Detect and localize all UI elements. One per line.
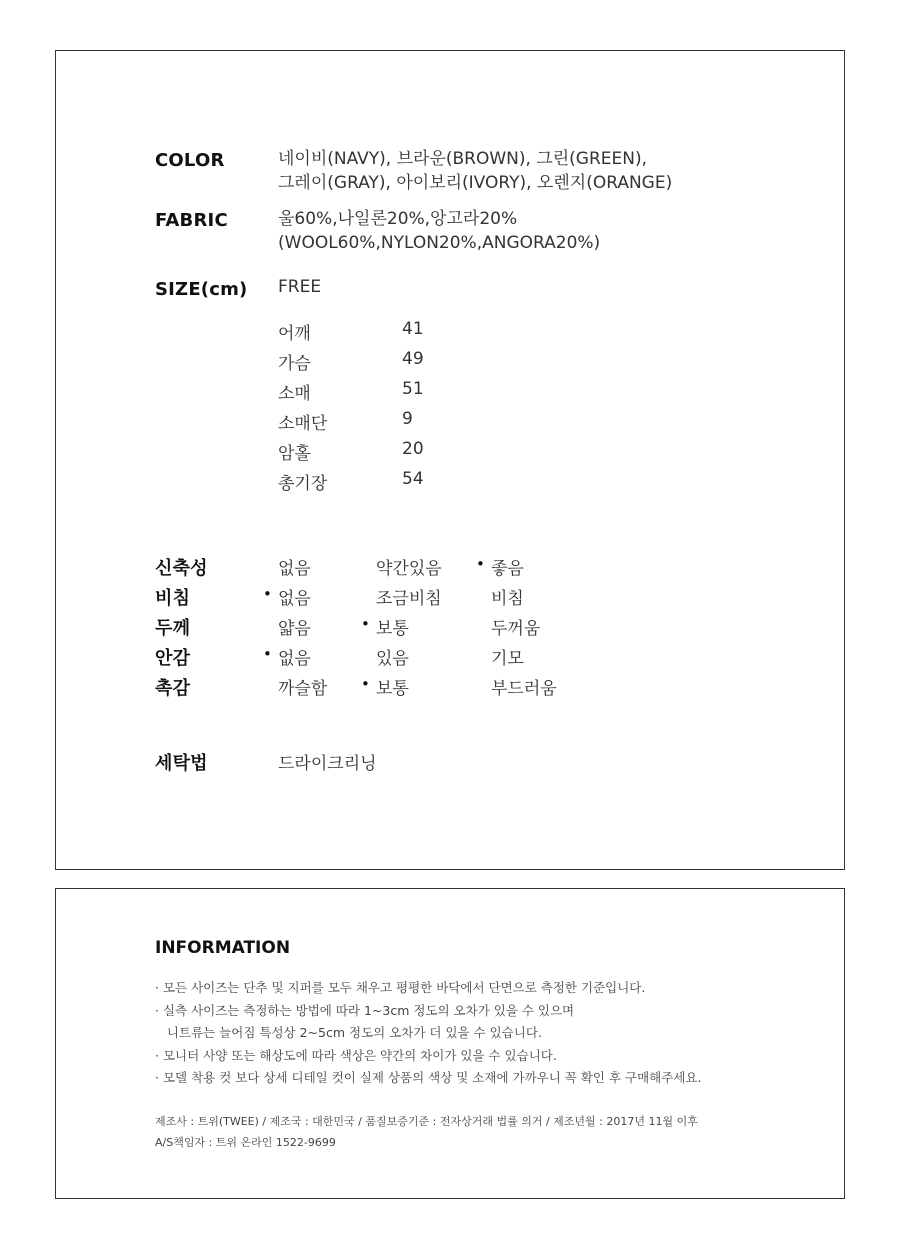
size-value: FREE xyxy=(278,277,322,297)
attribute-label: 신축성 xyxy=(155,558,208,579)
wash-value: 드라이크리닝 xyxy=(278,754,377,774)
measurement-value: 9 xyxy=(402,409,413,429)
attribute-option: 부드러움 xyxy=(491,679,557,699)
selected-bullet-icon: • xyxy=(361,675,370,693)
attribute-label: 비침 xyxy=(155,588,191,609)
measurement-value: 54 xyxy=(402,469,424,489)
attribute-option: 두꺼움 xyxy=(491,619,541,639)
attribute-option: 조금비침 xyxy=(376,589,442,609)
measurement-value: 49 xyxy=(402,349,424,369)
measurement-name: 어깨 xyxy=(278,324,311,344)
fabric-line-1: 울60%,나일론20%,앙고라20% xyxy=(278,209,518,229)
info-line: · 모든 사이즈는 단추 및 지퍼를 모두 채우고 평평한 바닥에서 단면으로 측정한 기준입니다. xyxy=(155,980,646,995)
selected-bullet-icon: • xyxy=(476,555,485,573)
selected-bullet-icon: • xyxy=(263,585,272,603)
information-title: INFORMATION xyxy=(155,938,291,958)
color-line-1: 네이비(NAVY), 브라운(BROWN), 그린(GREEN), xyxy=(278,149,648,169)
attribute-label: 촉감 xyxy=(155,678,191,699)
attribute-option: 기모 xyxy=(491,649,524,669)
attribute-label: 두께 xyxy=(155,618,191,639)
attribute-option-selected: 보통 xyxy=(376,679,409,699)
attribute-option-selected: 좋음 xyxy=(491,559,524,579)
footer-line-1: 제조사 : 트위(TWEE) / 제조국 : 대한민국 / 품질보증기준 : 전자상거래 법률 의거 / 제조년월 : 2017년 11월 이후 xyxy=(155,1115,698,1128)
attribute-option: 없음 xyxy=(278,559,311,579)
attribute-option: 비침 xyxy=(491,589,524,609)
measurement-name: 소매단 xyxy=(278,414,328,434)
color-label: COLOR xyxy=(155,150,225,171)
wash-label: 세탁법 xyxy=(155,753,208,774)
measurement-name: 총기장 xyxy=(278,474,328,494)
measurement-name: 가슴 xyxy=(278,354,311,374)
measurement-value: 51 xyxy=(402,379,424,399)
measurement-name: 암홀 xyxy=(278,444,311,464)
attribute-option: 약간있음 xyxy=(376,559,442,579)
selected-bullet-icon: • xyxy=(263,645,272,663)
selected-bullet-icon: • xyxy=(361,615,370,633)
measurement-value: 41 xyxy=(402,319,424,339)
fabric-line-2: (WOOL60%,NYLON20%,ANGORA20%) xyxy=(278,233,601,253)
attribute-option: 까슬함 xyxy=(278,679,328,699)
size-label: SIZE(cm) xyxy=(155,279,248,300)
attribute-option: 있음 xyxy=(376,649,409,669)
info-line: · 모니터 사양 또는 해상도에 따라 색상은 약간의 차이가 있을 수 있습니다. xyxy=(155,1047,557,1063)
measurement-name: 소매 xyxy=(278,384,311,404)
attribute-label: 안감 xyxy=(155,648,191,669)
footer-line-2: A/S책임자 : 트위 온라인 1522-9699 xyxy=(155,1136,336,1149)
attribute-option: 얇음 xyxy=(278,619,311,639)
attribute-option-selected: 없음 xyxy=(278,649,311,669)
color-values xyxy=(278,147,672,195)
measurement-value: 20 xyxy=(402,439,424,459)
info-line: 니트류는 늘어짐 특성상 2~5cm 정도의 오차가 더 있을 수 있습니다. xyxy=(155,1025,542,1040)
fabric-label: FABRIC xyxy=(155,210,228,231)
information-panel xyxy=(55,888,845,1199)
color-line-2: 그레이(GRAY), 아이보리(IVORY), 오렌지(ORANGE) xyxy=(278,173,673,193)
attribute-option-selected: 없음 xyxy=(278,589,311,609)
fabric-values xyxy=(278,207,600,255)
info-line: · 모델 착용 컷 보다 상세 디테일 컷이 실제 상품의 색상 및 소재에 가까우니 꼭 확인 후 구매해주세요. xyxy=(155,1070,702,1085)
product-spec-panel xyxy=(55,50,845,870)
attribute-option-selected: 보통 xyxy=(376,619,409,639)
manufacturer-info xyxy=(155,1111,698,1153)
info-line: · 실측 사이즈는 측정하는 방법에 따라 1~3cm 정도의 오차가 있을 수 있으며 xyxy=(155,1002,575,1018)
information-list xyxy=(155,977,701,1090)
